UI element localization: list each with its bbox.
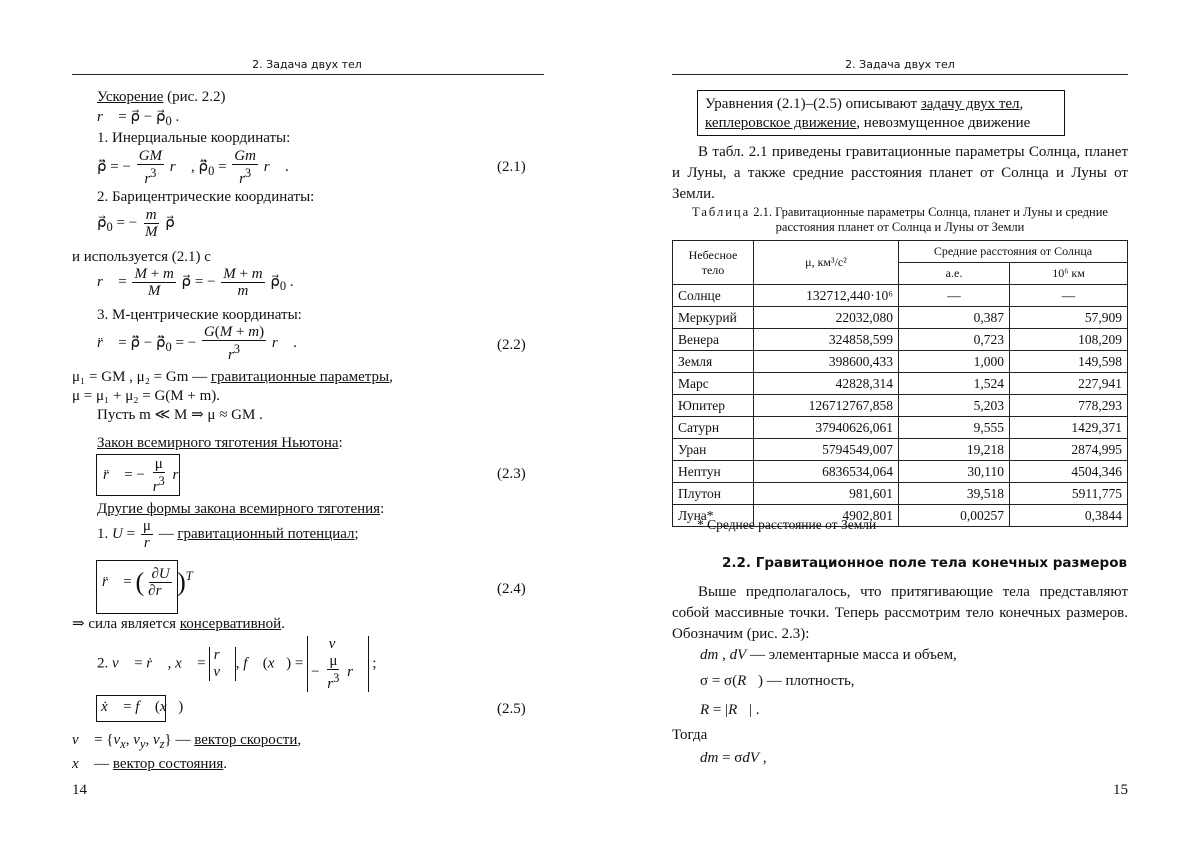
other-forms-line: Другие формы закона всемирного тяготения: (97, 501, 385, 517)
cell-km: 778,293 (1010, 395, 1128, 417)
cell-au: 19,218 (899, 439, 1010, 461)
two-body-term: задачу двух тел (920, 96, 1020, 112)
equation-2-1: ρ̈⃗ = − $\frac{GM}{r^3}$ r⃗ , $\rhö⃗_0$ = $\frac{Gm}{r^3}$ r⃗ . (97, 148, 289, 187)
cell-body: Нептун (673, 461, 754, 483)
table-row (673, 439, 1128, 461)
cell-body: Солнце (673, 285, 754, 307)
newton-law-line: Закон всемирного тяготения Ньютона: (97, 435, 343, 451)
cell-au: 0,723 (899, 329, 1010, 351)
cell-mu: 398600,433 (754, 351, 899, 373)
intro-paragraph: В табл. 2.1 приведены гравитационные параметры Солнца, планет и Луны, а также средние расстояния планет от Солнца и Луны от Земли. (672, 144, 1128, 202)
summary-line-2 (705, 114, 1030, 132)
cell-mu: 4902,801 (754, 505, 899, 527)
cell-body: Плутон (673, 483, 754, 505)
section-paragraph: Выше предполагалось, что притягивающие тела представляют собой массивные точки. Теперь рассмотрим тело конечных размеров. Обозначим (рис. 2.3): (672, 584, 1128, 642)
table-footnote: * Среднее расстояние от Земли (697, 517, 877, 532)
equation-tag: (2.4) (497, 581, 526, 597)
potential-term: гравитационный потенциал (177, 525, 355, 542)
section-heading: 2.2. Гравитационное поле тела конечных размеров (722, 555, 1128, 571)
item-m-centric: 3. M-центрические координаты: (97, 307, 302, 323)
summary-text: Уравнения (2.1)–(2.5) описывают (705, 96, 918, 112)
cell-km: 108,209 (1010, 329, 1128, 351)
velocity-line: v⃗ = {$v_x$, $v_y$, $v_z$} — вектор скорости, (72, 732, 302, 751)
equation-2-5: ẋ⃗ = f⃗ (x⃗) (101, 699, 184, 715)
equation-2-2: r̈⃗ = ρ̈⃗ − $\rhö⃗_0$ = − $\frac{G(M + m)}{r^3}$ r⃗ . (97, 324, 297, 363)
cell-au: 30,110 (899, 461, 1010, 483)
conservative-line: ⇒ сила является консервативной. (72, 616, 285, 632)
header-rule (672, 74, 1128, 75)
cell-mu: 324858,599 (754, 329, 899, 351)
cell-mu: 37940626,061 (754, 417, 899, 439)
cell-au: 1,524 (899, 373, 1010, 395)
cell-mu: 132712,440·10⁶ (754, 285, 899, 307)
cell-body: Земля (673, 351, 754, 373)
header-au: а.е. (899, 263, 1010, 285)
cell-km: — (1010, 285, 1128, 307)
page-number: 15 (1113, 782, 1128, 798)
table-row (673, 351, 1128, 373)
dm-line: dm , dV — элементарные масса и объем, (700, 647, 957, 663)
cell-mu: 42828,314 (754, 373, 899, 395)
cell-km: 1429,371 (1010, 417, 1128, 439)
table-row (673, 461, 1128, 483)
cell-au: 1,000 (899, 351, 1010, 373)
cell-mu: 126712767,858 (754, 395, 899, 417)
conservative-term: консервативной (179, 616, 282, 632)
item-inertial: 1. Инерциальные координаты: (97, 130, 291, 146)
equation-r: r⃗ = ρ⃗ − $\rho⃗_0$ . (97, 109, 180, 128)
table-row (673, 307, 1128, 329)
cell-km: 2874,995 (1010, 439, 1128, 461)
item-barycentric: 2. Барицентрические координаты: (97, 189, 315, 205)
mu-sum: μ = μ₁ + μ₂ = G(M + m). (72, 388, 221, 404)
table-row (673, 329, 1128, 351)
header-body: Небесное тело (673, 241, 754, 285)
cell-mu: 6836534,064 (754, 461, 899, 483)
table-caption (672, 205, 1128, 235)
equation-2-3: r̈⃗ = − $\frac{\mu}{r^3}$ r⃗ (103, 456, 191, 495)
equation-tag: (2.3) (497, 466, 526, 482)
grav-params-term: гравитационные параметры (210, 369, 390, 385)
table-caption-word: Таблица (692, 205, 751, 219)
running-head: 2. Задача двух тел (845, 58, 955, 71)
cell-au: 0,387 (899, 307, 1010, 329)
table-row (673, 483, 1128, 505)
cell-body: Марс (673, 373, 754, 395)
cell-body: Юпитер (673, 395, 754, 417)
cell-km: 227,941 (1010, 373, 1128, 395)
header-mu: μ, км³/с² (754, 241, 899, 285)
cell-body: Сатурн (673, 417, 754, 439)
cell-mu: 22032,080 (754, 307, 899, 329)
table-row (673, 285, 1128, 307)
acceleration-term: Ускорение (97, 89, 164, 105)
table-caption-text: 2.1. Гравитационные параметры Солнца, планет и Луны и средние расстояния планет от Солнца и Луны от Земли (753, 205, 1108, 234)
uses-text: и используется (2.1) с (72, 249, 211, 265)
gravity-table (672, 240, 1128, 527)
cell-km: 0,3844 (1010, 505, 1128, 527)
other-forms-term: Другие формы закона всемирного тяготения (97, 501, 381, 517)
equation-state: 2. v⃗ = ṙ⃗ , x⃗ = r⃗ v⃗, f⃗ (x⃗) = v⃗ − $\frac{\mu}{r^3}$ r⃗ ; (97, 636, 377, 692)
cell-au: 9,555 (899, 417, 1010, 439)
cell-au: — (899, 285, 1010, 307)
cell-mu: 981,601 (754, 483, 899, 505)
kepler-term: кеплеровское движение (705, 115, 857, 131)
equation-tag: (2.5) (497, 701, 526, 717)
state-term: вектор состояния (112, 756, 224, 772)
density-text: — плотность, (766, 673, 855, 689)
density-line: σ = σ(R⃗) — плотность, (700, 673, 855, 689)
acceleration-line (97, 88, 226, 106)
equation-2-4: r̈⃗ = ( $\frac{\partial U}{\partial r⃗}$ )$^T$ (102, 566, 193, 599)
equation-r-rho: r⃗ = $\frac{M + m}{M}$ ρ⃗ = − $\frac{M + m}{m}$ $\rho⃗_0$ . (97, 266, 294, 299)
then-word: Тогда (672, 727, 708, 743)
header-rule (72, 74, 544, 75)
cell-body: Венера (673, 329, 754, 351)
summary-text: , невозмущенное движение (856, 115, 1031, 131)
cell-body: Луна* (673, 505, 754, 527)
cell-au: 5,203 (899, 395, 1010, 417)
cell-km: 149,598 (1010, 351, 1128, 373)
page-number: 14 (72, 782, 87, 798)
header-avg-dist: Средние расстояния от Солнца (899, 241, 1128, 263)
cell-au: 0,00257 (899, 505, 1010, 527)
dm-text: — элементарные масса и объем, (750, 647, 957, 663)
cell-mu: 5794549,007 (754, 439, 899, 461)
header-km: 10⁶ км (1010, 263, 1128, 285)
cell-km: 5911,775 (1010, 483, 1128, 505)
potential-line: 1. U = $\frac{\mu}{r}$ — гравитационный потенциал; (97, 518, 359, 551)
equation-rho0: $\rho⃗_0$ = − $\frac{m}{M}$ ρ⃗ (97, 207, 175, 240)
equation-tag: (2.1) (497, 159, 526, 175)
dm-equation: dm = σdV , (700, 750, 767, 766)
newton-law-term: Закон всемирного тяготения Ньютона (97, 435, 339, 451)
radius-line: R = |R⃗| . (700, 702, 760, 718)
cell-au: 39,518 (899, 483, 1010, 505)
table-row (673, 417, 1128, 439)
table-row (673, 373, 1128, 395)
cell-km: 4504,346 (1010, 461, 1128, 483)
let-line: Пусть m ≪ M ⇒ μ ≈ GM . (97, 407, 263, 423)
velocity-term: вектор скорости (194, 732, 298, 748)
cell-body: Меркурий (673, 307, 754, 329)
cell-body: Уран (673, 439, 754, 461)
state-line: x⃗ — вектор состояния. (72, 756, 228, 772)
table-header-row (673, 241, 1128, 263)
figure-ref: (рис. 2.2) (167, 89, 226, 105)
table-row (673, 395, 1128, 417)
cell-km: 57,909 (1010, 307, 1128, 329)
running-head: 2. Задача двух тел (252, 58, 362, 71)
mu-definition-text: μ₁ = GM , μ₂ = Gm — (72, 369, 208, 385)
mu-definition: μ₁ = GM , μ₂ = Gm — гравитационные параметры, (72, 369, 393, 385)
summary-line-1: Уравнения (2.1)–(2.5) описывают задачу двух тел, (705, 96, 1024, 112)
conservative-text: ⇒ сила является (72, 616, 177, 632)
equation-tag: (2.2) (497, 337, 526, 353)
